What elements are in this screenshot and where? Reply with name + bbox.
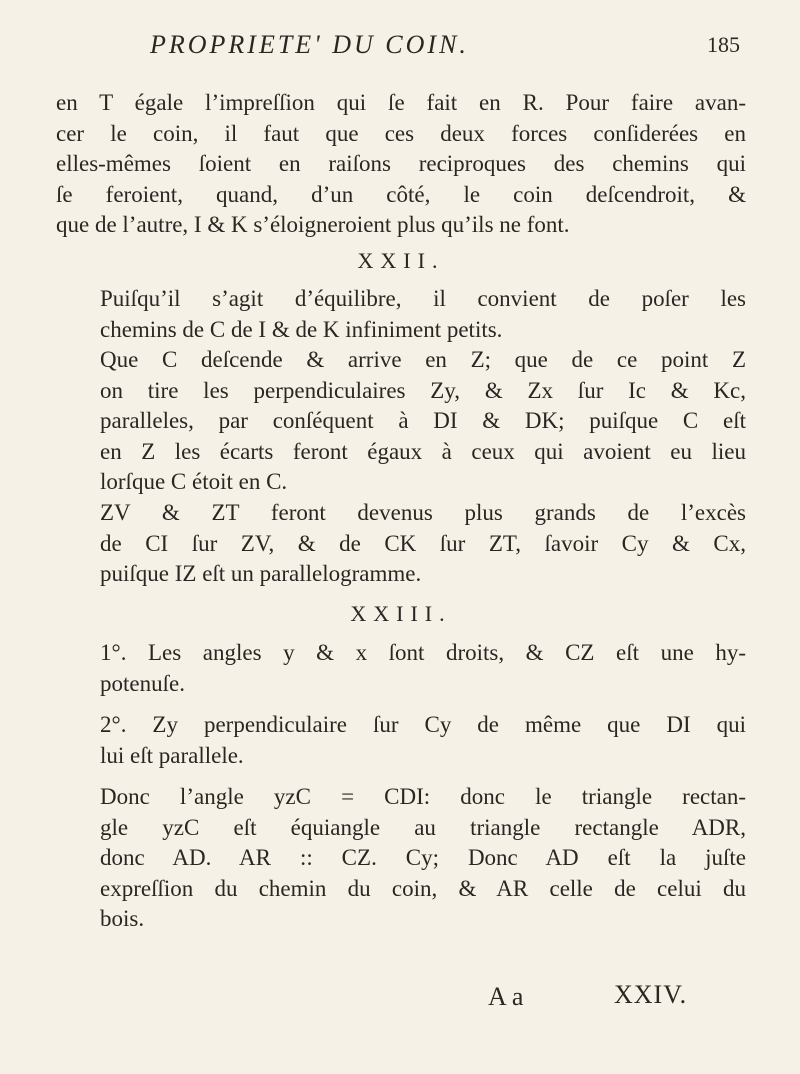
text-line: Donc l’angle yzC = CDI: donc le triangle rectan-	[100, 784, 746, 809]
text-line: puiſque IZ eſt un parallelogramme.	[100, 561, 422, 586]
text-line: donc AD. AR :: CZ. Cy; Donc AD eſt la juſte	[100, 845, 746, 870]
text-line: chemins de C de I & de K infiniment petits.	[100, 316, 503, 342]
paragraph-perpendiculaires	[56, 345, 746, 498]
text-line: potenuſe.	[100, 670, 185, 696]
section-heading-xxiii: XXIII.	[350, 601, 452, 626]
paragraph-triangle	[56, 782, 746, 935]
paragraph-equilibre	[56, 284, 746, 345]
text-line: cer le coin, il faut que ces deux forces conſiderées en	[56, 120, 746, 146]
text-line: 1°. Les angles y & x ſont droits, & CZ eſt une hy-	[100, 640, 746, 665]
text-line: en T égale l’impreſſion qui ſe fait en R. Pour faire avan-	[56, 90, 746, 115]
text-line: Puiſqu’il s’agit d’équilibre, il convient de poſer les	[100, 286, 746, 311]
text-line: bois.	[100, 906, 145, 931]
text-line: de CI ſur ZV, & de CK ſur ZT, ſavoir Cy & Cx,	[100, 530, 746, 556]
paragraph-parallelogramme	[56, 498, 746, 590]
text-line: elles-mêmes ſoient en raiſons reciproques des chemins qui	[56, 151, 746, 176]
text-line: Que C deſcende & arrive en Z; que de ce point Z	[100, 347, 746, 372]
text-line: gle yzC eſt équiangle au triangle rectangle ADR,	[100, 814, 746, 840]
paragraph-perpendiculaire	[56, 710, 746, 771]
text-line: ZV & ZT feront devenus plus grands de l’excès	[100, 500, 746, 525]
text-line: que de l’autre, I & K s’éloigneroient plus qu’ils ne font.	[56, 212, 570, 237]
paragraph-forces	[56, 88, 746, 241]
text-line: lui eſt parallele.	[100, 742, 244, 768]
catchword: XXIV.	[614, 980, 688, 1009]
section-heading-xxii: XXII.	[357, 248, 445, 273]
running-head	[150, 30, 740, 60]
running-title: PROPRIETE' DU COIN.	[150, 30, 469, 59]
text-line: en Z les écarts feront égaux à ceux qui avoient eu lieu	[100, 438, 746, 464]
text-line: paralleles, par conſéquent à DI & DK; puiſque C eſt	[100, 408, 746, 433]
text-line: on tire les perpendiculaires Zy, & Zx ſur Ic & Kc,	[100, 377, 746, 403]
paragraph-angles-droits	[56, 638, 746, 699]
text-line: 2°. Zy perpendiculaire ſur Cy de même que DI qui	[100, 712, 746, 737]
text-line: lorſque C étoit en C.	[100, 469, 288, 494]
text-line: expreſſion du chemin du coin, & AR celle de celui du	[100, 875, 746, 901]
signature-mark: A a	[488, 982, 524, 1011]
page-number: 185	[707, 32, 740, 57]
text-line: ſe feroient, quand, d’un côté, le coin deſcendroit, &	[56, 181, 746, 207]
